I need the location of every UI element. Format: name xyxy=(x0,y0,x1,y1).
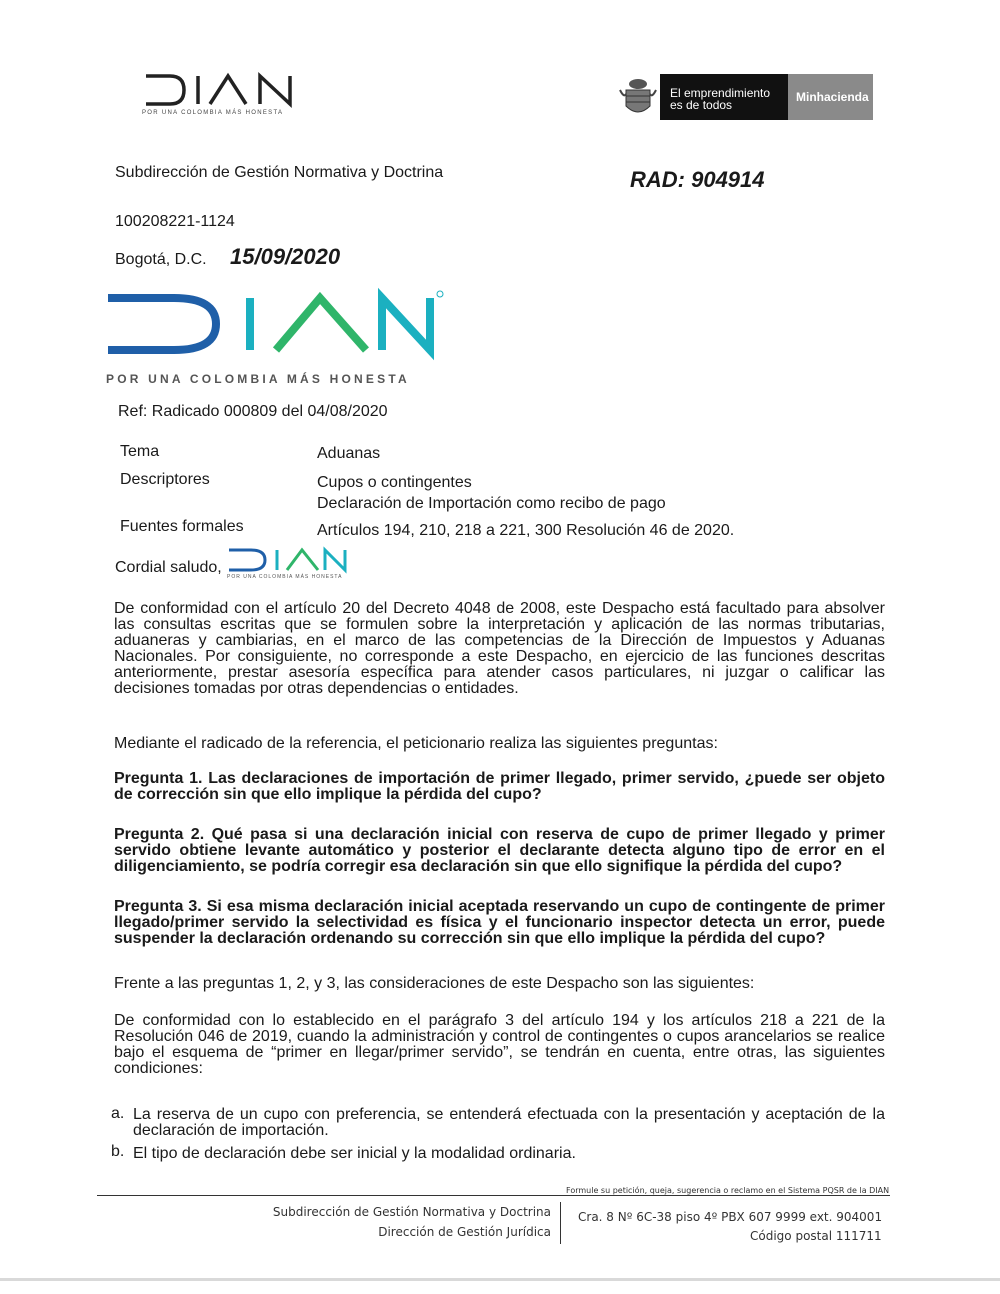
scan-edge xyxy=(0,1278,1000,1281)
paragraph-conditions: De conformidad con lo establecido en el parágrafo 3 del artículo 194 y los artículos 218 a 221 de la Resolución 046 de 2019, cuando la administración y control de contingentes o cupos arancelarios se realice bajo el esquema de “primer en llegar/primer servido”, se tendrán en cuenta, entre otras, las siguientes condiciones: xyxy=(114,1012,885,1077)
footer-office: Subdirección de Gestión Normativa y Doctrina xyxy=(272,1205,551,1219)
document-date: 15/09/2020 xyxy=(230,244,341,269)
logo-tagline: POR UNA COLOMBIA MÁS HONESTA xyxy=(106,372,410,386)
gov-slogan-line2: es de todos xyxy=(670,98,733,112)
gov-slogan-line1: El emprendimiento xyxy=(670,86,771,100)
dian-logo-mark-small xyxy=(227,544,352,574)
document-number: 100208221-1124 xyxy=(115,213,235,230)
footer-address: Cra. 8 Nº 6C-38 piso 4º PBX 607 9999 ext. 904001 xyxy=(578,1210,883,1224)
dian-logo-mark-large xyxy=(104,286,449,366)
tema-label: Tema xyxy=(120,443,160,460)
reference: Ref: Radicado 000809 del 04/08/2020 xyxy=(118,403,388,420)
footer-divider xyxy=(97,1195,890,1196)
descriptores-value-2: Declaración de Importación como recibo de pago xyxy=(317,495,666,512)
coat-of-arms-icon xyxy=(618,76,658,118)
paragraph-intro-questions: Mediante el radicado de la referencia, el peticionario realiza las siguientes preguntas: xyxy=(114,735,718,752)
office-name: Subdirección de Gestión Normativa y Doctrina xyxy=(115,164,444,181)
ministry-label: Minhacienda xyxy=(788,74,873,120)
dian-logo-mark xyxy=(142,70,302,110)
pqsr-note: Formule su petición, queja, sugerencia o reclamo en el Sistema PQSR de la DIAN xyxy=(566,1186,890,1195)
footer-vertical-divider xyxy=(560,1202,561,1244)
logo-tagline: POR UNA COLOMBIA MÁS HONESTA xyxy=(227,574,343,580)
dian-logo-header xyxy=(142,70,302,120)
descriptores-value-1: Cupos o contingentes xyxy=(317,474,472,491)
rad-number: RAD: 904914 xyxy=(630,167,765,192)
footer-postal-code: Código postal 111711 xyxy=(750,1229,882,1243)
logo-tagline: POR UNA COLOMBIA MÁS HONESTA xyxy=(142,110,284,116)
list-item-a: La reserva de un cupo con preferencia, se entenderá efectuada con la presentación y aceptación de la declaración de importación. xyxy=(133,1106,885,1139)
paragraph-considerations: Frente a las preguntas 1, 2, y 3, las consideraciones de este Despacho son las siguientes: xyxy=(114,975,755,992)
dian-logo-mini xyxy=(227,544,352,584)
government-badge xyxy=(618,74,873,122)
question-2: Pregunta 2. Qué pasa si una declaración inicial con reserva de cupo de primer llegado y primer servido obtiene levante automático y posterior el declarante detecta alguno tipo de error en el diligenciamiento, se podría corregir esa declaración sin que ello signifique la pérdida del cupo? xyxy=(114,826,885,875)
list-marker-b: b. xyxy=(111,1143,125,1160)
gov-slogan xyxy=(660,74,788,120)
fuentes-value: Artículos 194, 210, 218 a 221, 300 Resolución 46 de 2020. xyxy=(317,522,735,539)
list-marker-a: a. xyxy=(111,1105,125,1122)
city: Bogotá, D.C. xyxy=(115,251,207,268)
descriptores-label: Descriptores xyxy=(120,471,210,488)
footer-direction: Dirección de Gestión Jurídica xyxy=(378,1225,551,1239)
dian-logo-main xyxy=(104,286,449,391)
tema-value: Aduanas xyxy=(317,445,381,462)
list-item-b: El tipo de declaración debe ser inicial y la modalidad ordinaria. xyxy=(133,1145,576,1162)
question-3: Pregunta 3. Si esa misma declaración inicial aceptada reservando un cupo de contingente de primer llegado/primer servido la selectividad es física y el funcionario inspector detecta un error, puede suspender la declaración ordenando su corrección sin que ello implique la pérdida del cupo? xyxy=(114,898,885,947)
question-1: Pregunta 1. Las declaraciones de importación de primer llegado, primer servido, ¿puede ser objeto de corrección sin que ello implique la pérdida del cupo? xyxy=(114,770,885,803)
paragraph-competence: De conformidad con el artículo 20 del Decreto 4048 de 2008, este Despacho está facultado para absolver las consultas escritas que se formulen sobre la interpretación y aplicación de las normas tributarias, aduaneras y cambiarias, en el marco de las competencias de la Dirección de Impuestos y Aduanas Nacionales. Por consiguiente, no corresponde a este Despacho, en ejercicio de las funciones descritas anteriormente, prestar asesoría específica para atender casos particulares, ni juzgar o calificar las decisiones tomadas por otras dependencias o entidades. xyxy=(114,600,885,697)
greeting: Cordial saludo, xyxy=(115,559,222,576)
fuentes-label: Fuentes formales xyxy=(120,518,244,535)
